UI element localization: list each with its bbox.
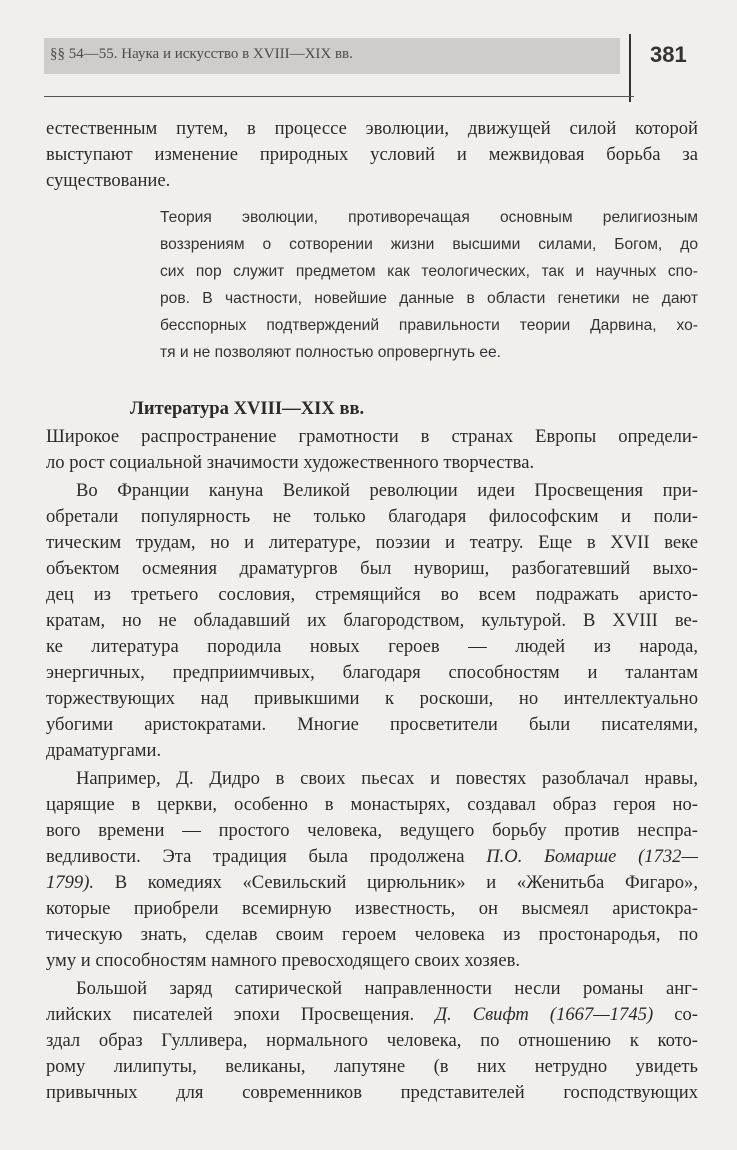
note-line: Теория эволюции, противоречащая основным религиозным [160, 209, 698, 226]
body-line: царящие в церкви, особенно в монастырях, создавал образ героя но- [46, 794, 698, 815]
body-line: Например, Д. Дидро в своих пьесах и повестях разоблачал нравы, [76, 768, 698, 789]
body-line: кратам, но не обладавший их благородством, культурой. В XVIII ве- [46, 610, 698, 631]
header-rule [44, 96, 634, 97]
body-line: обретали популярность не только благодаря философским и поли- [46, 506, 698, 527]
body-line: торжествующих над привыкшими к роскоши, но интеллектуально [46, 688, 698, 709]
section-heading: Литература XVIII—XIX вв. [130, 398, 365, 419]
body-line: драматургами. [46, 740, 162, 761]
body-line: объектом осмеяния драматургов был нувориш, разбогатевший выхо- [46, 558, 698, 579]
body-line: Большой заряд сатирической направленности несли романы анг- [76, 978, 698, 999]
note-line: бесспорных подтверждений правильности теории Дарвина, хо- [160, 317, 698, 334]
body-line: привычных для современников представителей господствующих [46, 1082, 698, 1103]
body-line: здал образ Гулливера, нормального человека, по отношению к кото- [46, 1030, 698, 1051]
body-line: ло рост социальной значимости художественного творчества. [46, 452, 535, 473]
note-line: воззрениям о сотворении жизни высшими силами, Богом, до [160, 236, 698, 253]
body-line: убогими аристократами. Многие просветители были писателями, [46, 714, 698, 735]
note-line: тя и не позволяют полностью опровергнуть ее. [160, 344, 502, 361]
author-name: П.О. Бомарше (1732— [486, 846, 698, 867]
body-line: дец из третьего сословия, стремящийся во всем подражать аристо- [46, 584, 698, 605]
author-dates: 1799). [46, 872, 95, 893]
body-line: естественным путем, в процессе эволюции, движущей силой которой [46, 118, 698, 139]
body-line: энергичных, предприимчивых, благодаря способностям и талантам [46, 662, 698, 683]
note-line: ров. В частности, новейшие данные в области генетики не дают [160, 290, 698, 307]
body-line: выступают изменение природных условий и межвидовая борьба за [46, 144, 698, 165]
body-line: рому лилипуты, великаны, лапутяне (в них нетрудно увидеть [46, 1056, 698, 1077]
body-line: ке литература породила новых героев — людей из народа, [46, 636, 698, 657]
page-number: 381 [650, 42, 687, 67]
body-line: уму и способностям намного превосходящего своих хозяев. [46, 950, 520, 971]
body-line: существование. [46, 170, 171, 191]
body-line: вого времени — простого человека, ведущего борьбу против неспра- [46, 820, 698, 841]
body-line: тическую знать, сделав своим героем человека из простонародья, по [46, 924, 698, 945]
body-line: которые приобрели всемирную известность, он высмеял аристокра- [46, 898, 698, 919]
header-separator [629, 34, 631, 102]
running-title: §§ 54—55. Наука и искусство в XVIII—XIX вв. [50, 46, 353, 62]
body-line: ведливости. Эта традиция была продолжена П.О. Бомарше (1732— [46, 846, 698, 867]
note-line: сих пор служит предметом как теологических, так и научных спо- [160, 263, 698, 280]
body-line: тическим трудам, но и литературе, поэзии и театру. Еще в XVII веке [46, 532, 698, 553]
author-name: Д. Свифт (1667—1745) [435, 1004, 654, 1025]
body-line: лийских писателей эпохи Просвещения. Д. Свифт (1667—1745) со- [46, 1004, 698, 1025]
body-line: Во Франции кануна Великой революции идеи Просвещения при- [76, 480, 698, 501]
body-line: Широкое распространение грамотности в странах Европы определи- [46, 426, 698, 447]
body-line: 1799). В комедиях «Севильский цирюльник» и «Женитьба Фигаро», [46, 872, 698, 893]
